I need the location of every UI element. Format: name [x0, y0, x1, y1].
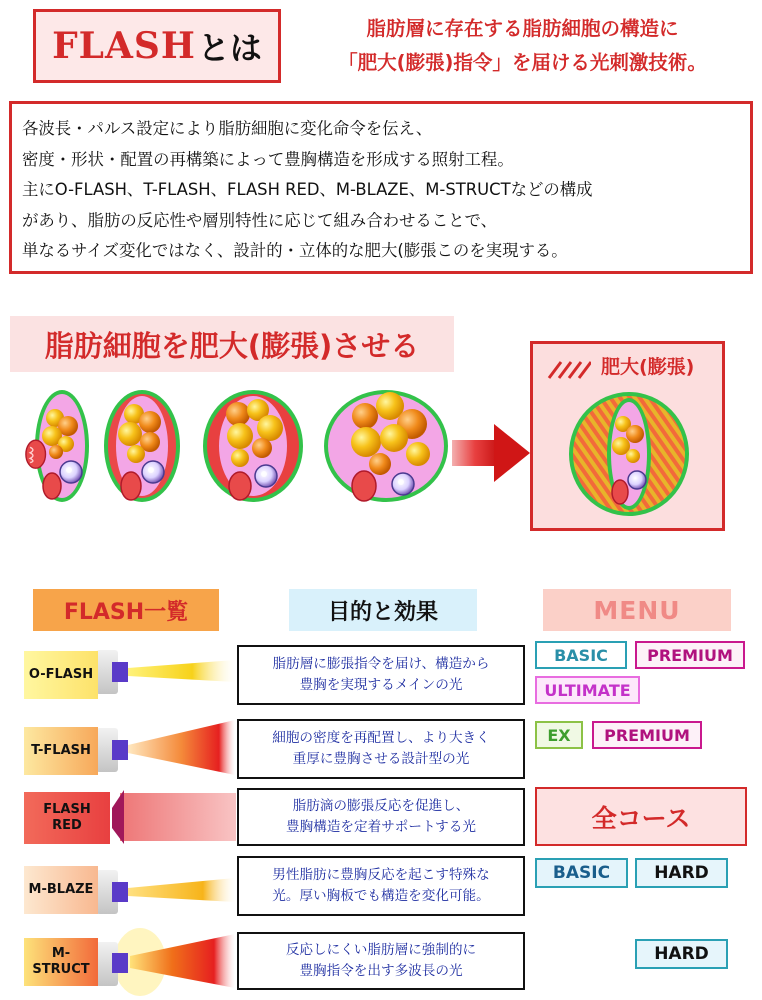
cells-heading — [10, 316, 454, 372]
fat-cell-illustration — [0, 380, 530, 530]
menu-badge-hard: HARD — [635, 858, 728, 888]
growth-arrow — [452, 424, 530, 482]
description-line: 単なるサイズ変化ではなく、設計的・立体的な肥大(膨張このを実現する。 — [22, 241, 568, 260]
menu-badge-premium: PREMIUM — [592, 721, 702, 749]
effect-line: 細胞の密度を再配置し、より大きく — [272, 730, 490, 746]
menu-badge-basic: BASIC — [535, 858, 628, 888]
flash-name: O-FLASH — [28, 667, 94, 682]
enlarged-cell-box — [530, 341, 725, 531]
column-header-purpose-text: 目的と効果 — [327, 599, 438, 625]
title-latin: FLASH — [52, 25, 196, 67]
description-line: 各波長・パルス設定により脂肪細胞に変化命令を伝え、 — [22, 119, 433, 138]
hatch-icon — [547, 358, 591, 380]
fat-cell-3 — [203, 390, 303, 502]
flash-label-flash-red — [24, 792, 110, 844]
effect-line: 男性脂肪に豊胸反応を起こす特殊な — [272, 867, 490, 883]
description-line: 密度・形状・配置の再構築によって豊胸構造を形成する照射工程。 — [22, 149, 514, 169]
column-header-menu — [543, 589, 731, 631]
tagline — [290, 12, 755, 80]
effect-line: 豊胸を実現するメインの光 — [299, 677, 463, 693]
menu-badge-hard: HARD — [635, 939, 728, 969]
menu-badge-ex: EX — [535, 721, 583, 749]
flash-label-m-struct — [24, 938, 98, 986]
effect-box-o-flash — [237, 645, 525, 705]
flash-name: M-STRUCT — [32, 946, 90, 977]
effect-line: 重厚に豊胸させる設計型の光 — [292, 751, 470, 767]
fat-cell-4 — [324, 390, 448, 502]
column-header-flash-list — [33, 589, 219, 631]
description-line: があり、脂肪の反応性や層別特性に応じて組み合わせることで、 — [22, 210, 497, 230]
fat-cell-1 — [26, 390, 89, 502]
menu-all-courses-text: 全コース — [591, 803, 691, 833]
cells-heading-text: 脂肪細胞を肥大(膨張)させる — [44, 328, 420, 363]
title-box — [33, 9, 281, 83]
description-line: 主にO-FLASH、T-FLASH、FLASH RED、M-BLAZE、M-STRUCTなどの構成 — [22, 180, 593, 199]
flash-name: FLASH — [43, 802, 91, 817]
menu-badge-premium: PREMIUM — [635, 641, 745, 669]
flash-label-o-flash — [24, 651, 98, 699]
effect-box-t-flash — [237, 719, 525, 779]
column-header-purpose — [289, 589, 477, 631]
effect-line: 反応しにくい脂肪層に強制的に — [285, 942, 477, 958]
menu-badge-basic: BASIC — [535, 641, 627, 669]
flash-label-m-blaze — [24, 866, 98, 914]
menu-badge-ultimate: ULTIMATE — [535, 676, 640, 704]
tagline-line-2: 「肥大(膨張)指令」を届ける光刺激技術。 — [338, 51, 707, 74]
effect-box-flash-red — [237, 788, 525, 846]
effect-line: 脂肪層に膨張指令を届け、構造から — [272, 656, 490, 672]
effect-line: 豊胸指令を出す多波長の光 — [299, 963, 463, 979]
fat-cell-2 — [104, 390, 180, 502]
effect-line: 光。厚い胸板でも構造を変化可能。 — [272, 888, 490, 904]
column-header-menu-text: MENU — [593, 595, 681, 625]
flash-name: T-FLASH — [31, 743, 91, 758]
menu-badge-all-courses — [535, 787, 747, 846]
flash-name: RED — [52, 818, 82, 833]
tagline-line-1: 脂肪層に存在する脂肪細胞の構造に — [366, 17, 679, 40]
column-header-flash-list-text: FLASH一覧 — [63, 599, 189, 625]
description-box — [9, 101, 753, 274]
flash-name: M-BLAZE — [28, 882, 94, 897]
enlarged-label: 肥大(膨張) — [601, 356, 695, 378]
effect-line: 脂肪滴の膨張反応を促進し、 — [292, 798, 470, 814]
effect-line: 豊胸構造を定着サポートする光 — [286, 819, 476, 835]
effect-box-m-blaze — [237, 856, 525, 916]
title-kana: とは — [197, 29, 262, 67]
flash-label-t-flash — [24, 727, 98, 775]
effect-box-m-struct — [237, 932, 525, 990]
enlarged-fat-cell — [567, 388, 691, 518]
